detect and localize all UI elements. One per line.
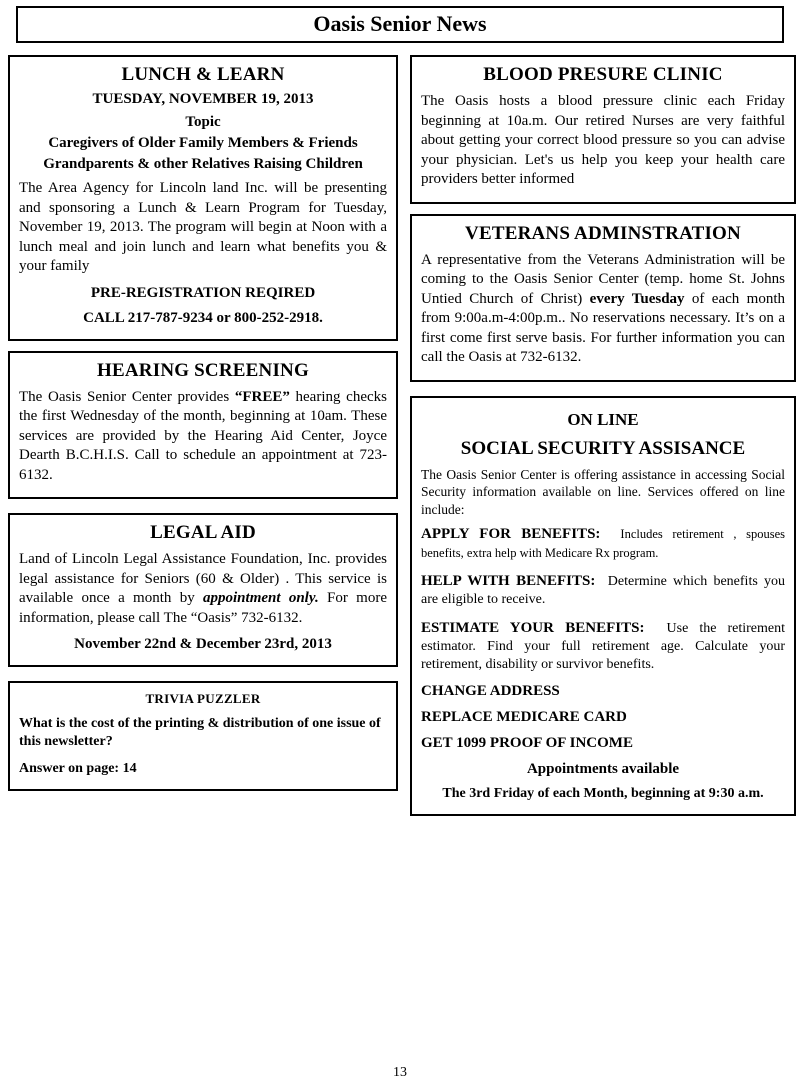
right-column	[410, 55, 796, 816]
veterans-administration-section	[410, 214, 796, 382]
trivia-puzzler-section	[8, 681, 398, 791]
spacer	[410, 204, 796, 214]
legal-aid-dates: November 22nd & December 23rd, 2013	[74, 636, 332, 652]
item-text: Use the retirement estimator. Find your full retirement age. Calculate your retirement, disability or survivor benefits.	[421, 620, 786, 673]
blood-pressure-title: BLOOD PRESURE CLINIC	[483, 64, 723, 85]
social-security-title-line1: ON LINE	[567, 409, 639, 429]
hearing-body-bold: “FREE”	[234, 388, 290, 405]
social-security-item-estimate	[421, 619, 785, 675]
legal-aid-body-emphasis: appointment only.	[203, 590, 319, 606]
item-text: Includes retirement , spouses benefits, extra help with Medicare Rx program.	[421, 527, 785, 560]
spacer	[8, 341, 398, 351]
veterans-body-bold: every Tuesday	[589, 290, 685, 307]
trivia-puzzler-title: TRIVIA PUZZLER	[145, 691, 261, 706]
lunch-learn-topic-line2: Grandparents & other Relatives Raising Children	[43, 156, 363, 172]
spacer	[410, 382, 796, 396]
lunch-learn-title: LUNCH & LEARN	[121, 64, 285, 85]
left-column	[8, 55, 398, 791]
spacer	[8, 499, 398, 513]
social-security-title-line2: SOCIAL SECURITY ASSISANCE	[460, 437, 746, 459]
item-label: APPLY FOR BENEFITS:	[421, 526, 601, 543]
hearing-screening-title: HEARING SCREENING	[97, 359, 309, 381]
social-security-item-change-address: CHANGE ADDRESS	[421, 683, 560, 700]
lunch-learn-body: The Area Agency for Lincoln land Inc. will be presenting and sponsoring a Lunch & Learn Program for Tuesday, November 19, 2013. The program will begin at Noon with a lunch meal and join lunch and learn what benefits you & your family	[19, 180, 387, 274]
item-text: Determine which benefits you are eligible to receive.	[421, 573, 785, 608]
lunch-learn-call-line: CALL 217-787-9234 or 800-252-2918.	[83, 309, 323, 326]
legal-aid-title: LEGAL AID	[150, 522, 256, 543]
social-security-intro: The Oasis Senior Center is offering assistance in accessing Social Security information available on line. Services offered on line include:	[421, 466, 785, 517]
social-security-item-apply	[421, 525, 785, 563]
legal-aid-body	[19, 550, 387, 628]
veterans-body-after: of each month from 9:00a.m-4:00p.m.. No reservations necessary. It’s on a first come first serve basis. For further information you can call the Oasis at 732-6132.	[421, 290, 785, 365]
spacer	[8, 667, 398, 681]
social-security-item-replace-medicare-card: REPLACE MEDICARE CARD	[421, 709, 627, 726]
social-security-item-help	[421, 572, 785, 610]
veterans-administration-title: VETERANS ADMINSTRATION	[465, 222, 741, 244]
social-security-section	[410, 396, 796, 817]
lunch-learn-topic-line1: Caregivers of Older Family Members & Friends	[48, 135, 358, 151]
content-columns	[0, 43, 800, 816]
social-security-item-1099-proof: GET 1099 PROOF OF INCOME	[421, 735, 633, 752]
veterans-administration-body	[421, 251, 785, 368]
page-number: 13	[393, 1065, 407, 1080]
hearing-body-before: The Oasis Senior Center provides	[19, 388, 235, 405]
lunch-learn-date: TUESDAY, NOVEMBER 19, 2013	[92, 91, 314, 107]
lunch-learn-topic-label: Topic	[185, 114, 221, 130]
social-security-appointments: Appointments available	[526, 761, 680, 778]
lunch-learn-preregistration: PRE-REGISTRATION REQIRED	[90, 284, 316, 301]
newsletter-masthead	[16, 6, 784, 43]
blood-pressure-body: The Oasis hosts a blood pressure clinic each Friday beginning at 10a.m. Our retired Nurses are very faithful about getting your correct blood pressure so you can advise your physician. Let's us help you keep your health care providers better informed	[421, 93, 785, 187]
legal-aid-body-before: Land of Lincoln Legal Assistance Foundation, Inc. provides legal assistance for Seniors (60 & Older) . This service is available once a month by	[19, 551, 387, 606]
veterans-body-before: A representative from the Veterans Administration will be coming to the Oasis Senior Center (temp. home St. Johns Untied Church of Christ)	[421, 251, 785, 307]
hearing-screening-section	[8, 351, 398, 500]
legal-aid-section	[8, 513, 398, 667]
item-label: ESTIMATE YOUR BENEFITS:	[421, 619, 645, 636]
trivia-question: What is the cost of the printing & distribution of one issue of this newsletter?	[19, 716, 381, 750]
hearing-body-after: hearing checks the first Wednesday of the month, beginning at 10am. These services are provided by the Hearing Aid Center, Joyce Dearth B.C.H.I.S. Call to schedule an appointment at 723-6132.	[19, 388, 387, 483]
newsletter-title: Oasis Senior News	[313, 11, 487, 36]
trivia-answer-pointer: Answer on page: 14	[19, 761, 137, 777]
lunch-learn-section	[8, 55, 398, 341]
hearing-screening-body	[19, 388, 387, 486]
blood-pressure-section	[410, 55, 796, 204]
legal-aid-body-after: For more information, please call The “Oasis” 732-6132.	[19, 590, 387, 626]
item-label: HELP WITH BENEFITS:	[421, 572, 596, 589]
social-security-schedule: The 3rd Friday of each Month, beginning at 9:30 a.m.	[442, 786, 764, 802]
